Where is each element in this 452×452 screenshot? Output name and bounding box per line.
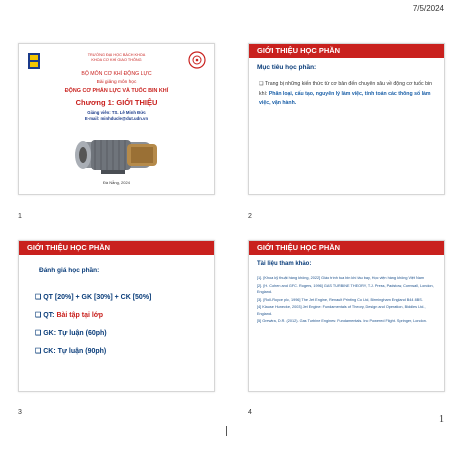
page-number: 1	[439, 414, 444, 425]
assessment-extra: Bài tập tại lớp	[56, 312, 104, 319]
reference-item: [2]. [H. Cohen and GFC. Rogers, 1996] GAS TURBINE THEORY, T.J. Press, Padstow, Cornwall, London, England.	[257, 283, 434, 294]
chapter-title: Chương 1: GIỚI THIỆU	[75, 98, 158, 107]
assessment-item	[35, 347, 106, 355]
slide-number-4: 4	[248, 409, 252, 416]
section-title: Tài liệu tham khảo:	[257, 261, 312, 267]
print-date: 7/5/2024	[412, 4, 444, 13]
reference-item: [1]. [Khoa kỹ thuật hàng không, 2022] Giáo trình tua bin khí tàu bay, Học viện hàng không Việt Nam	[257, 276, 425, 280]
slide-number-1: 1	[18, 213, 22, 220]
objective-plain: Trang bị những kiến thức từ cơ bản đến chuyên sâu về động cơ tuốc bin khí:	[259, 81, 433, 97]
gas-turbine-image	[71, 134, 163, 176]
reference-item: [3]. [Roll-Royce plc, 1996] The Jet Engine, Renault Printing Co Ltd, Birmingham England B44 8BS.	[257, 297, 423, 302]
assessment-item	[35, 329, 107, 337]
checkbox-bullet-icon: ❑	[35, 312, 42, 319]
slide-4[interactable]	[248, 240, 445, 392]
faculty-emblem-icon	[188, 51, 206, 69]
checkbox-bullet-icon: ❑	[35, 330, 42, 337]
slide-number-3: 3	[18, 409, 22, 416]
slide-1[interactable]	[18, 43, 215, 195]
checkbox-bullet-icon: ❑	[35, 348, 42, 355]
assessment-item	[35, 293, 151, 301]
course-title: ĐỘNG CƠ PHẢN LỰC VÀ TUỐC BIN KHÍ	[64, 88, 169, 94]
reference-item: [5] Grewtra, D.R. (2012). Gas Turbine Engines: Fundamentals. Inc Powered Flight. Springer, London.	[257, 319, 427, 324]
faculty-name: KHOA CƠ KHÍ GIAO THÔNG	[91, 58, 142, 62]
slide-header: GIỚI THIỆU HỌC PHẦN	[249, 241, 444, 255]
cursor-mark	[226, 426, 227, 436]
slide-3[interactable]	[18, 240, 215, 392]
department-name: BỘ MÔN CƠ KHÍ ĐỘNG LỰC	[81, 71, 152, 77]
slide-header: GIỚI THIỆU HỌC PHẦN	[19, 241, 214, 255]
lecturer-name: Giảng viên: TS. Lê Minh Đức	[87, 110, 146, 115]
assessment-label: QT:	[43, 312, 57, 319]
slide-number-2: 2	[248, 213, 252, 220]
lecture-label: Bài giảng môn học	[96, 80, 137, 85]
reference-list	[257, 275, 437, 326]
slide-header: GIỚI THIỆU HỌC PHẦN	[249, 44, 444, 58]
slide-2[interactable]	[248, 43, 445, 195]
lecturer-email: E-mail: minhducle@dut.udn.vn	[84, 116, 149, 121]
assessment-item	[35, 311, 103, 319]
university-name: TRƯỜNG ĐẠI HỌC BÁCH KHOA	[87, 53, 146, 57]
place-date: Đà Nẵng, 2024	[103, 180, 130, 185]
university-block	[19, 53, 214, 63]
assessment-label: GK: Tự luận (60ph)	[43, 330, 107, 337]
reference-item: [4] Klause Hunecke, 2003] Jet Engine: Fundamentals of Theory, Design and Operation, Biddles Ltd., England.	[257, 305, 426, 316]
section-title: Đánh giá học phần:	[39, 267, 100, 274]
section-title: Mục tiêu học phần:	[257, 64, 317, 71]
assessment-label: CK: Tự luận (90ph)	[43, 348, 107, 355]
objective-text	[259, 80, 437, 109]
checkbox-bullet-icon: ❑	[259, 81, 264, 87]
checkbox-bullet-icon: ❑	[35, 294, 42, 301]
assessment-label: QT [20%] + GK [30%] + CK [50%]	[43, 294, 152, 301]
objective-highlight: Phân loại, cấu tạo, nguyên lý làm việc, tính toán các thông số làm việc, vận hành.	[259, 90, 431, 106]
